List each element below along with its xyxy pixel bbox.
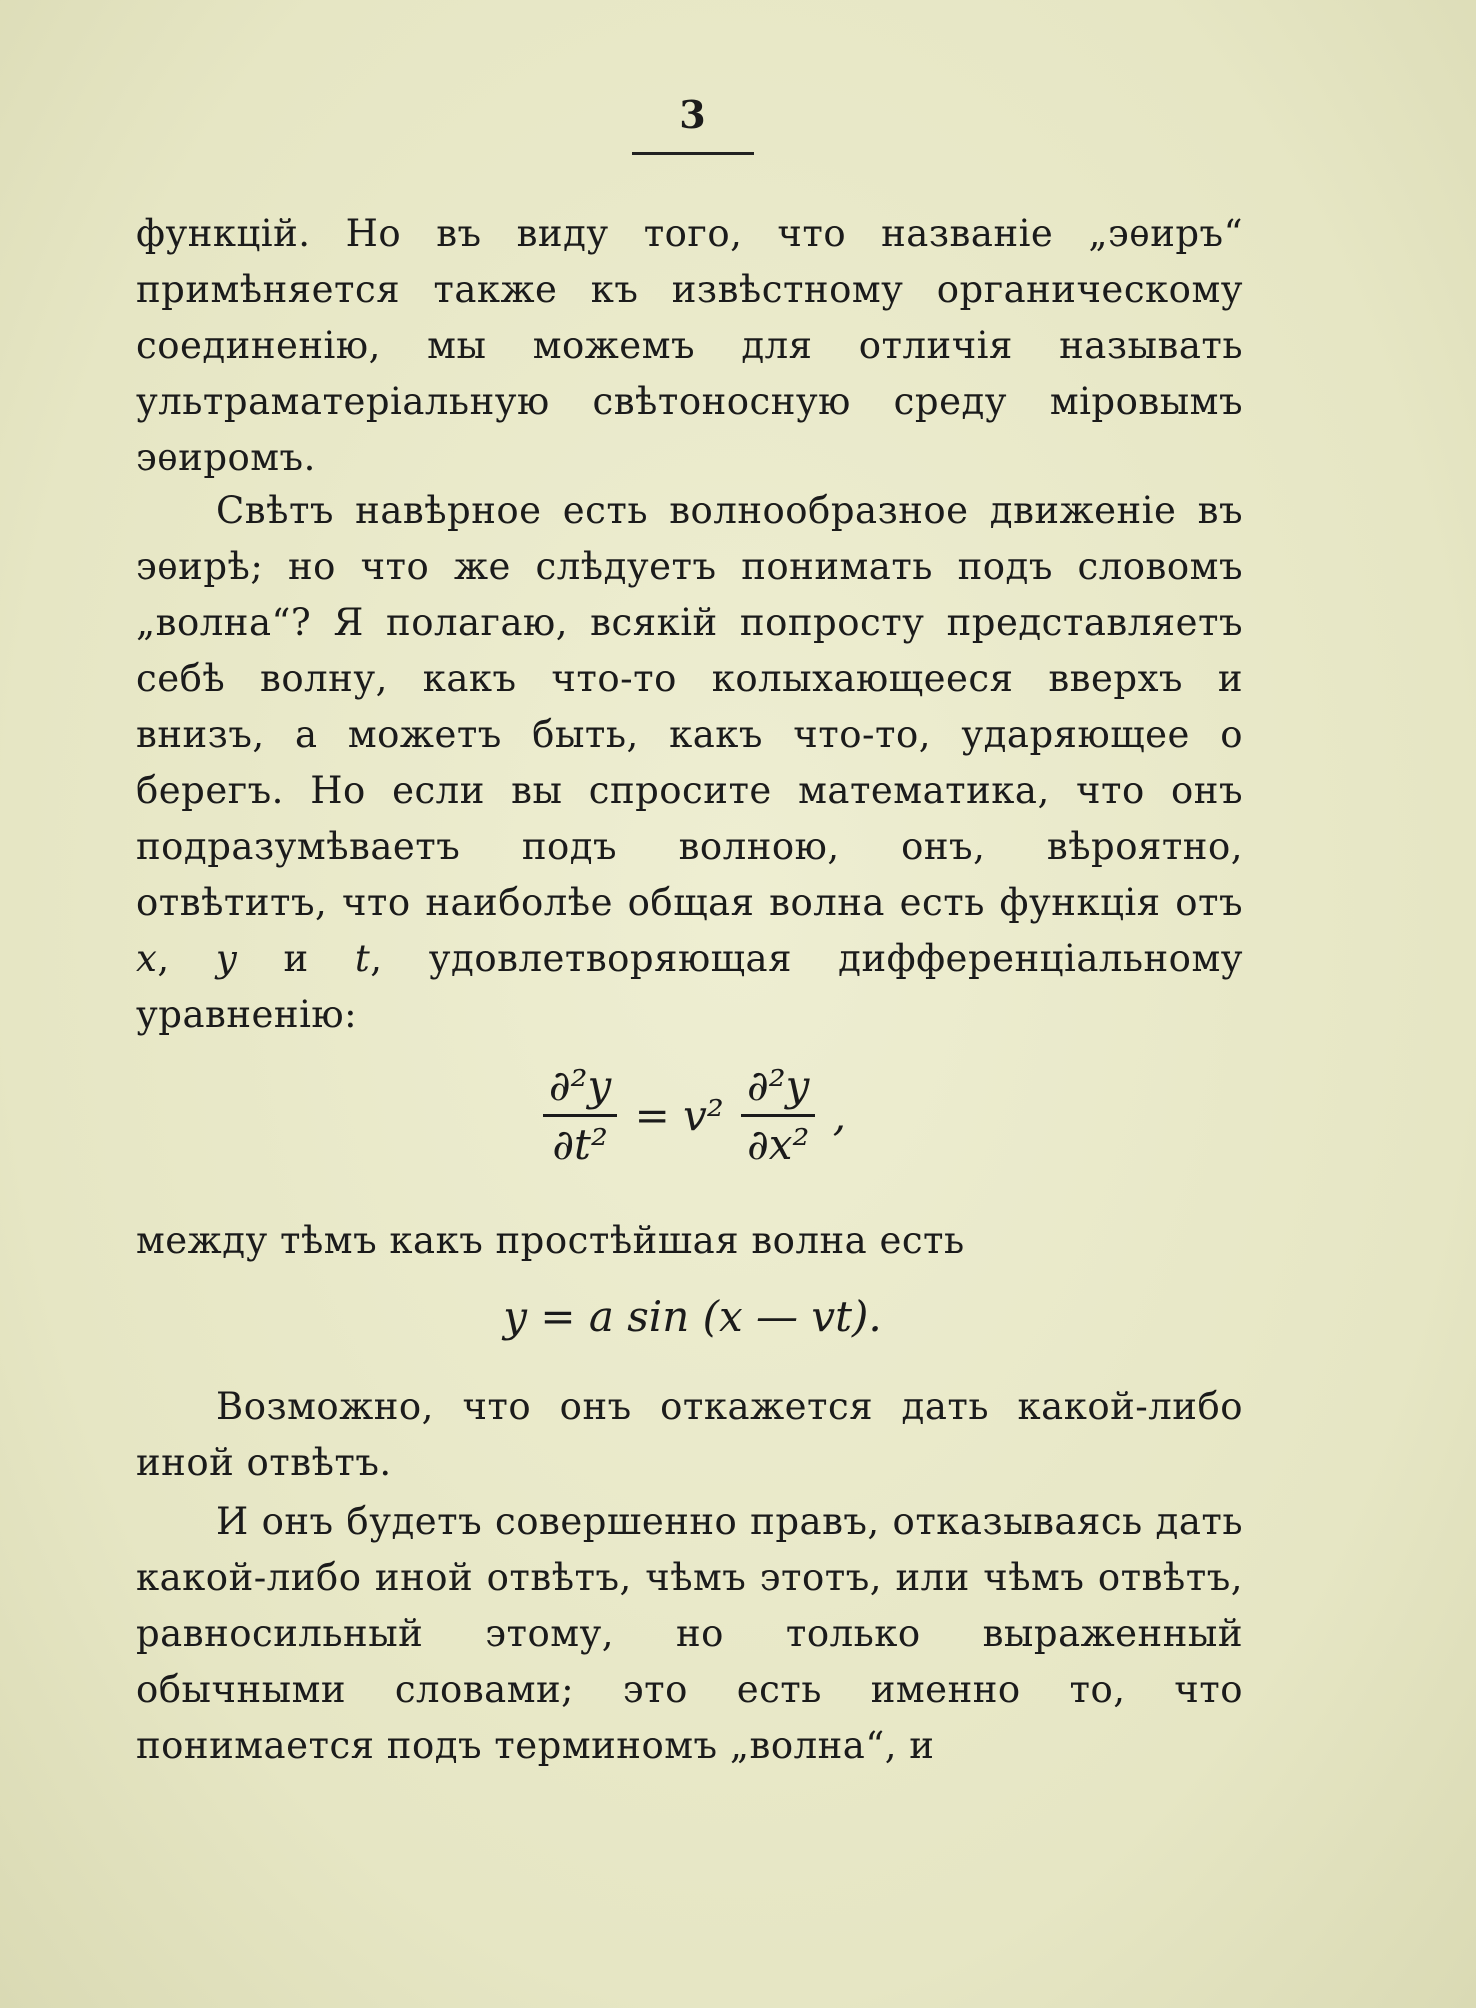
- simple-wave-equation-text: y = a sin (x — vt).: [503, 1292, 882, 1341]
- wave-equation-lhs: [543, 1060, 617, 1171]
- math-var-t: t: [354, 937, 371, 980]
- wave-equation-rhs-denominator: ∂x²: [747, 1120, 810, 1169]
- wave-equation: [0, 1060, 1385, 1180]
- wave-equation-middle: = v²: [634, 1091, 724, 1140]
- simple-wave-equation: [0, 1292, 1385, 1352]
- paragraph-5: И онъ будетъ совершенно правъ, отказываясь дать какой-либо иной отвѣтъ, чѣмъ этотъ, или чѣмъ отвѣтъ, равносильный этому, но только выраженный обычными словами; это есть именно то, что понимается подъ терминомъ „волна“, и: [136, 1500, 1243, 1767]
- wave-equation-rhs-numerator: ∂²y: [741, 1060, 815, 1117]
- paragraph-4: Возможно, что онъ откажется дать какой-либо иной отвѣтъ.: [136, 1385, 1243, 1484]
- paragraph-2-tail: , удовлетворяющая дифференціальному уравненію:: [136, 937, 1244, 1036]
- page-number: 3: [679, 92, 706, 137]
- math-var-y: y: [215, 937, 238, 980]
- paragraph-2-comma: ,: [157, 937, 170, 980]
- wave-equation-rhs: [741, 1060, 815, 1171]
- paragraph-2-and: и: [283, 937, 309, 980]
- paragraph-1: функцій. Но въ виду того, что названіе „эѳиръ“ примѣняется также къ извѣстному органическому соединенію, мы можемъ для отличія называть ультраматеріальную свѣтоносную среду міровымъ эѳиромъ.: [136, 212, 1243, 479]
- wave-equation-comma: ,: [832, 1091, 847, 1140]
- wave-equation-lhs-denominator: ∂t²: [552, 1120, 608, 1169]
- page-number-rule: [632, 152, 754, 155]
- paragraph-2-text: Свѣтъ навѣрное есть волнообразное движеніе въ эѳирѣ; но что же слѣдуетъ понимать подъ словомъ „волна“? Я полагаю, всякій попросту представляетъ себѣ волну, какъ что-то колыхающееся вверхъ и внизъ, а можетъ быть, какъ что-то, ударяющее о берегъ. Но если вы спросите математика, что онъ подразумѣваетъ подъ волною, онъ, вѣроятно, отвѣтитъ, что наиболѣе общая волна есть функція отъ: [136, 489, 1243, 924]
- wave-equation-lhs-numerator: ∂²y: [543, 1060, 617, 1117]
- paragraph-2: [136, 483, 1243, 1043]
- math-var-x: x: [136, 937, 158, 980]
- paragraph-3: между тѣмъ какъ простѣйшая волна есть: [136, 1219, 965, 1262]
